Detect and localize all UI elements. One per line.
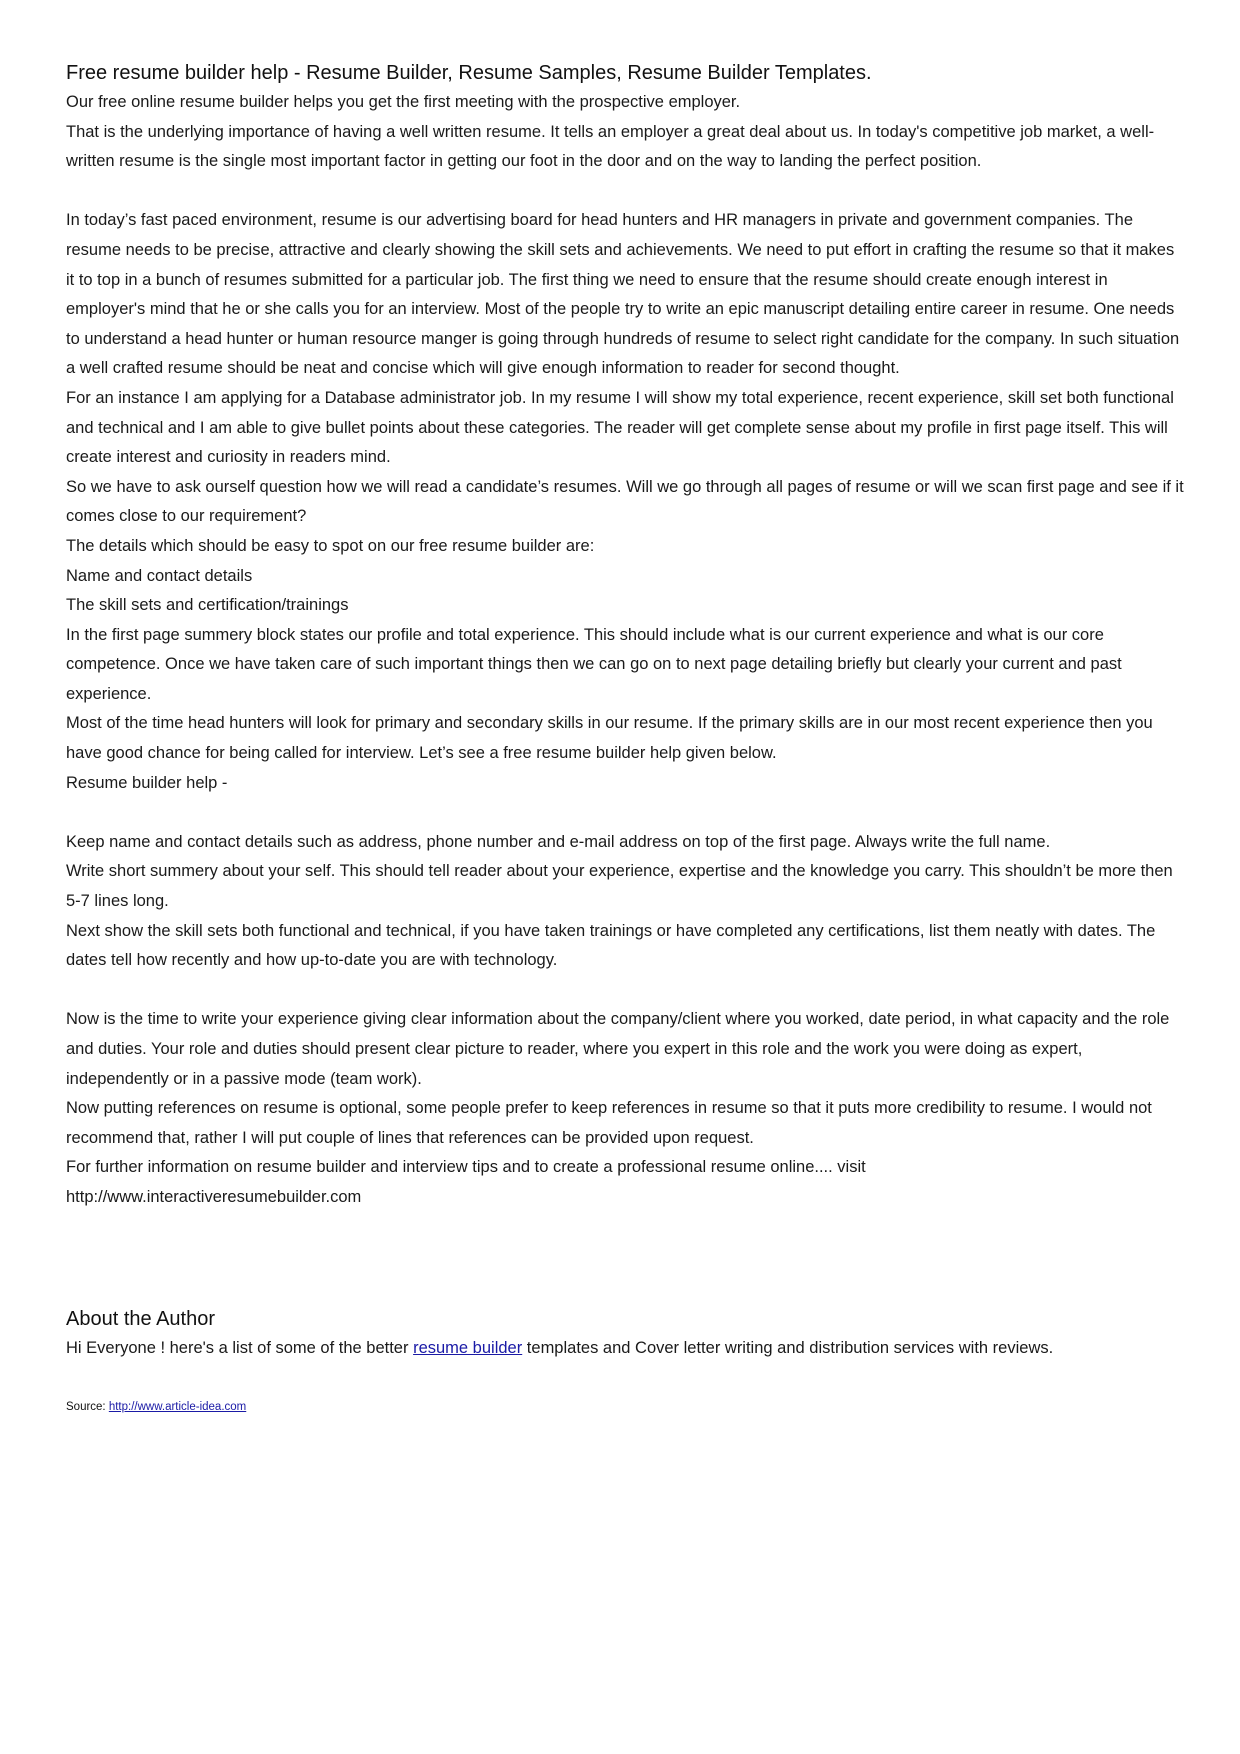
paragraph: Now is the time to write your experience giving clear information about the company/client where you worked, date period, in what capacity and the role and duties. Your role and duties should present clear picture to reader, where you expert in this role and the work you were doing as expert, independently or in a passive mode (team work). xyxy=(66,1010,1170,1088)
article-title: Free resume builder help - Resume Builder, Resume Samples, Resume Builder Templates. xyxy=(66,62,872,84)
section-label: Resume builder help - xyxy=(66,773,228,792)
paragraph: Next show the skill sets both functional and technical, if you have taken trainings or have completed any certifications, list them neatly with dates. The dates tell how recently and how up-to-date you are with technology. xyxy=(66,921,1156,970)
author-text xyxy=(66,1334,1186,1364)
resume-builder-link[interactable]: resume builder xyxy=(413,1339,523,1357)
source-line xyxy=(66,1399,246,1415)
paragraph: Now putting references on resume is optional, some people prefer to keep references in resume so that it puts more credibility to resume. I would not recommend that, rather I will put couple of lines that references can be provided upon request. xyxy=(66,1099,1152,1147)
paragraph: Write short summery about your self. This should tell reader about your experience, expertise and the knowledge you carry. This shouldn’t be more then 5-7 lines long. xyxy=(66,862,1173,911)
paragraph-spacer xyxy=(66,798,1186,828)
paragraph: Most of the time head hunters will look for primary and secondary skills in our resume. If the primary skills are in our most recent experience then you have good chance for being called for interview. Let’s see a free resume builder help given below. xyxy=(66,714,1153,763)
paragraph: So we have to ask ourself question how we will read a candidate’s resumes. Will we go through all pages of resume or will we scan first page and see if it comes close to our requirement? xyxy=(66,477,1184,526)
website-url: http://www.interactiveresumebuilder.com xyxy=(66,1187,362,1206)
source-link[interactable]: http://www.article-idea.com xyxy=(108,1401,247,1413)
author-heading: About the Author xyxy=(66,1308,216,1330)
paragraph-spacer xyxy=(66,976,1186,1006)
list-item: Name and contact details xyxy=(66,566,253,585)
paragraph: In today’s fast paced environment, resume is our advertising board for head hunters and HR managers in private and government companies. The resume needs to be precise, attractive and clearly showing the skill sets and achievements. We need to put effort in crafting the resume so that it makes it to top in a bunch of resumes submitted for a particular job. The first thing we need to ensure that the resume should create enough interest in employer's mind that he or she calls you for an interview. Most of the people try to write an epic manuscript detailing entire career in resume. One needs to understand a head hunter or human resource manger is going through hundreds of resume to select right candidate for the company. In such situation a well crafted resume should be neat and concise which will give enough information to reader for second thought. xyxy=(66,211,1180,378)
paragraph: Keep name and contact details such as address, phone number and e-mail address on top of the first page. Always write the full name. xyxy=(66,832,1051,851)
paragraph: The details which should be easy to spot on our free resume builder are: xyxy=(66,536,595,555)
paragraph: That is the underlying importance of having a well written resume. It tells an employer a great deal about us. In today's competitive job market, a well-written resume is the single most important factor in getting our foot in the door and on the way to landing the perfect position. xyxy=(66,122,1155,171)
paragraph: For an instance I am applying for a Database administrator job. In my resume I will show my total experience, recent experience, skill set both functional and technical and I am able to give bullet points about these categories. The reader will get complete sense about my profile in first page itself. This will create interest and curiosity in readers mind. xyxy=(66,388,1174,467)
list-item: The skill sets and certification/trainings xyxy=(66,596,349,615)
paragraph-spacer xyxy=(66,177,1186,207)
author-text-after: templates and Cover letter writing and distribution services with reviews. xyxy=(522,1339,1054,1357)
article-body xyxy=(66,88,1186,1213)
paragraph: In the first page summery block states our profile and total experience. This should include what is our current experience and what is our core competence. Once we have taken care of such important things then we can go on to next page detailing briefly but clearly your current and past experience. xyxy=(66,625,1122,703)
article xyxy=(66,58,1186,1213)
about-the-author xyxy=(66,1304,1186,1364)
author-text-before: Hi Everyone ! here's a list of some of the better xyxy=(66,1339,414,1357)
paragraph: Our free online resume builder helps you get the first meeting with the prospective employer. xyxy=(66,93,741,111)
paragraph: For further information on resume builder and interview tips and to create a professional resume online.... visit xyxy=(66,1158,866,1177)
source-label: Source: xyxy=(66,1401,109,1413)
